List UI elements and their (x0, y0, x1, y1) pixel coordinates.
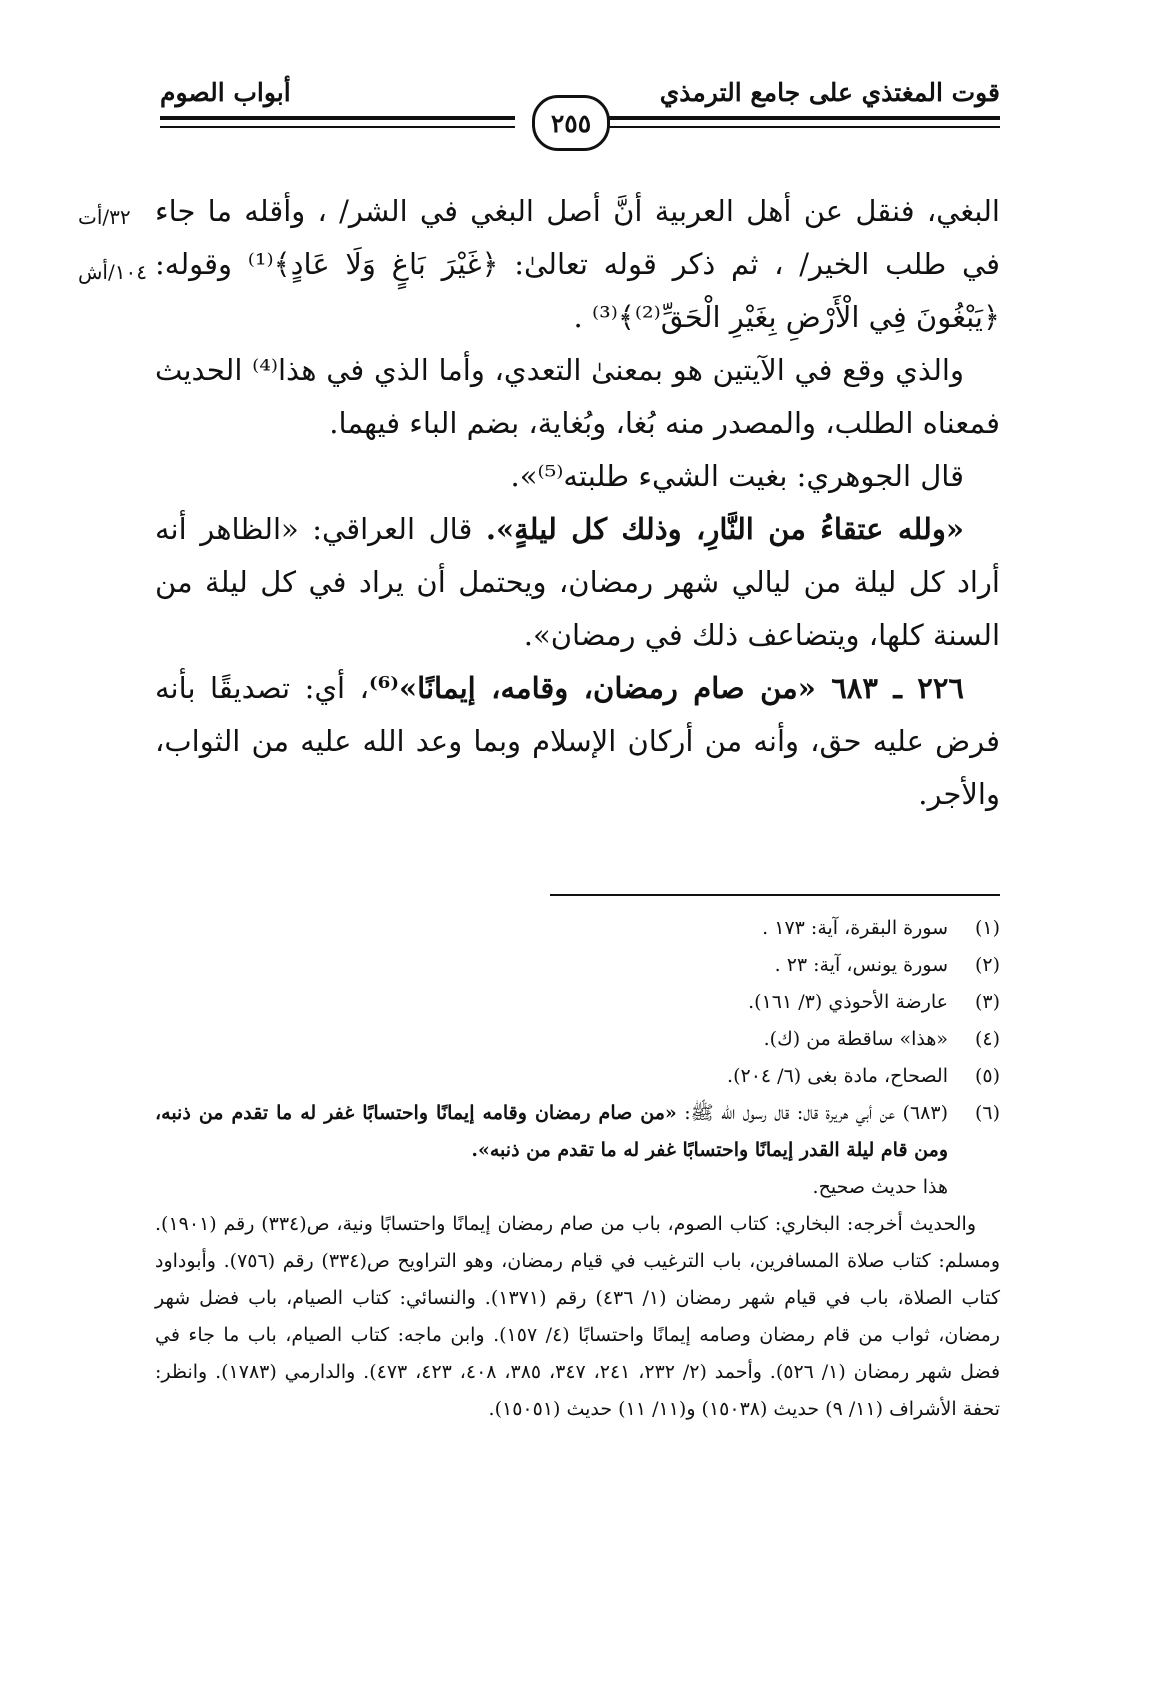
header-rule-left-thick (160, 116, 515, 120)
header-rule-right-thin (590, 126, 1000, 128)
running-header-book-title: قوت المغتذي على جامع الترمذي (659, 78, 1000, 107)
footnote-number: (٥) (974, 1065, 1000, 1087)
footnote-number: (٣) (974, 991, 1000, 1013)
main-text (155, 185, 1000, 821)
footnote-text: «هذا» ساقطة من (ك). (763, 1028, 948, 1050)
paragraph-4-commentary: قال العراقي: «الظاهر أنه أراد كل ليلة من ليالي شهر رمضان، ويحتمل أن يراد في كل ليلة من السنة كلها، ويتضاعف ذلك في رمضان». (155, 512, 1000, 652)
footnote-text: الصحاح، مادة بغى (٦/ ٢٠٤). (727, 1065, 948, 1087)
paragraph-4 (155, 503, 1000, 662)
footnote-item (155, 1095, 1000, 1169)
margin-note-manuscript-2: ١٠٤/أش (78, 260, 147, 284)
footnote-text: سورة يونس، آية: ٢٣ . (774, 954, 948, 976)
footnote-takhrij: والحديث أخرجه: البخاري: كتاب الصوم، باب من صام رمضان إيمانًا واحتسابًا ونية، ص(٣٣٤) رقم (١٩٠١). ومسلم: كتاب صلاة المسافرين، باب الترغيب في قيام رمضان، وهو التراويح ص(٣٣٤) رقم (٧٥٦). وأبوداود كتاب الصلاة، باب في قيام شهر رمضان (١/ ٤٣٦) رقم (١٣٧١). والنسائي: كتاب الصيام، باب فضل شهر رمضان، ثواب من قام رمضان وصامه إيمانًا واحتسابًا (٤/ ١٥٧). وابن ماجه: كتاب الصيام، باب ما جاء في فضل شهر رمضان (١/ ٥٢٦). وأحمد (٢/ ٢٣٢، ٢٤١، ٣٤٧، ٣٨٥، ٤٠٨، ٤٢٣، ٤٧٣). والدارمي (١٧٨٣). وانظر: تحفة الأشراف (١١/ ٩) حديث (١٥٠٣٨) و(١١/ ١١) حديث (١٥٠٥١). (155, 1213, 1001, 1420)
header-rule-right-thick (590, 116, 1000, 120)
footnote-text: عارضة الأحوذي (٣/ ١٦١). (748, 991, 948, 1013)
running-header-section-title: أبواب الصوم (160, 78, 291, 107)
footnote-item (155, 910, 1000, 947)
footnote-number: (١) (974, 917, 1000, 939)
footnote-item (155, 984, 1000, 1021)
paragraph-1: البغي، فنقل عن أهل العربية أنَّ أصل البغي في الشر/ ، وأقله ما جاء في طلب الخير/ ، ثم ذكر قوله تعالىٰ: ﴿غَيْرَ بَاغٍ وَلَا عَادٍ﴾⁽¹⁾ وقوله: ﴿يَبْغُونَ فِي الْأَرْضِ بِغَيْرِ الْحَقِّ⁽²⁾﴾⁽³⁾ . (155, 194, 1001, 334)
paragraph-5-commentary: ، أي: تصديقًا بأنه فرض عليه حق، وأنه من أركان الإسلام وبما وعد الله عليه من الثواب، والأجر. (155, 671, 1000, 811)
footnotes (155, 910, 1000, 1428)
header-rule-left-thin (160, 126, 515, 128)
paragraph-5 (155, 662, 1000, 821)
footnote-item (155, 1058, 1000, 1095)
footnote-number: (٢) (974, 954, 1000, 976)
hadith-number-heading: ٢٢٦ ـ ٦٨٣ «من صام رمضان، وقامه، إيمانًا»⁽⁶⁾ (369, 671, 964, 705)
footnote-hadith-intro: (٦٨٣) عن أبي هريرة قال: قال رسول الله ﷺ: (676, 1102, 948, 1124)
page-number-badge: ٢٥٥ (532, 95, 610, 151)
footnote-item (155, 947, 1000, 984)
paragraph-2: والذي وقع في الآيتين هو بمعنىٰ التعدي، وأما الذي في هذا⁽⁴⁾ الحديث فمعناه الطلب، والمصدر منه بُغا، وبُغاية، بضم الباء فيهما. (155, 353, 1000, 440)
footnote-number: (٤) (974, 1028, 1000, 1050)
margin-note-manuscript-1: ٣٢/أت (78, 205, 131, 229)
footnote-hadith-text: «من صام رمضان وقامه إيمانًا واحتسابًا غفر له ما تقدم من ذنبه، ومن قام ليلة القدر إيمانًا واحتسابًا غفر له ما تقدم من ذنبه». (155, 1102, 948, 1161)
paragraph-3: قال الجوهري: بغيت الشيء طلبته⁽⁵⁾». (510, 459, 964, 493)
footnote-text (155, 1095, 948, 1169)
footnote-grade: هذا حديث صحيح. (812, 1176, 948, 1198)
footnote-number: (٦) (974, 1102, 1000, 1124)
hadith-quote: «ولله عتقاءُ من النَّارِ، وذلك كل ليلةٍ». (485, 512, 965, 546)
footnote-separator (550, 894, 1000, 896)
footnote-text: سورة البقرة، آية: ١٧٣ . (762, 917, 948, 939)
footnote-item (155, 1021, 1000, 1058)
